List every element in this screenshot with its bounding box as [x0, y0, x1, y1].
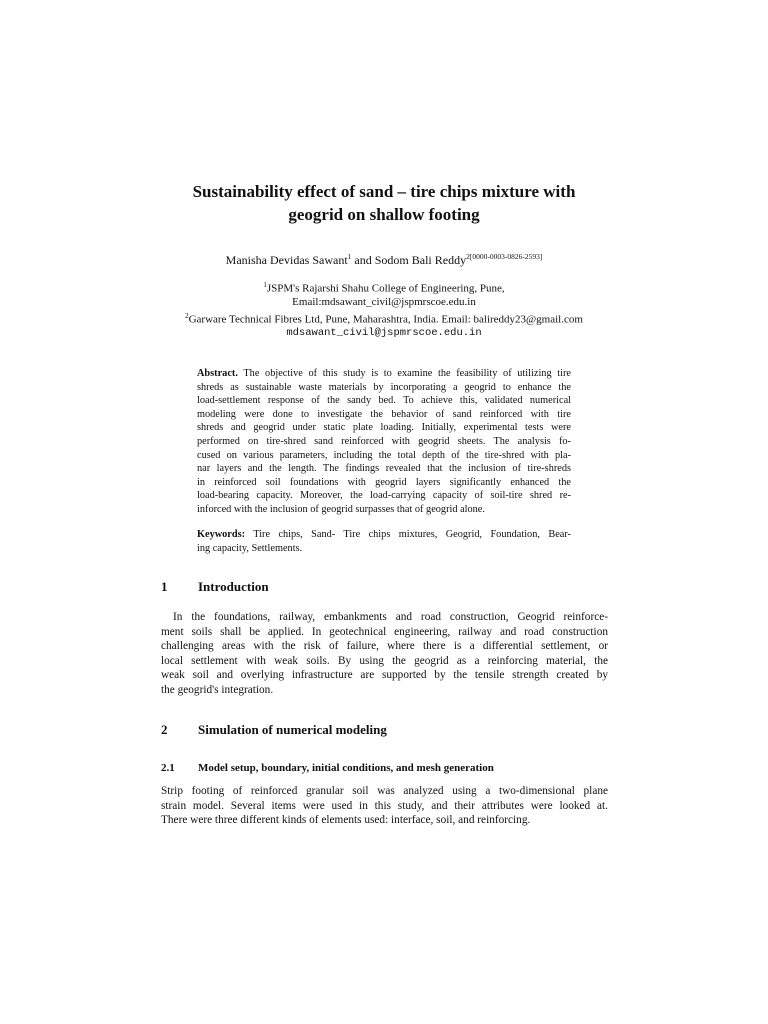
section-2-number: 2	[161, 722, 168, 737]
affiliation-2-mark: 2	[185, 311, 189, 320]
abstract-label: Abstract.	[197, 368, 238, 379]
author-2-affiliation-mark: 2[0000-0003-0826-2593]	[466, 252, 543, 261]
title-line-2: geogrid on shallow footing	[288, 205, 480, 224]
abstract-line: modeling were done to investigate the behavior of sand reinforced with tire	[197, 408, 571, 420]
paragraph-line: local settlement with weak soils. By using the geogrid as a reinforcing material, the	[161, 654, 608, 667]
abstract-line: performed on tire-shred sand reinforced with geogrid sheets. The analysis fo-	[197, 435, 571, 447]
affiliation-1-email: Email:mdsawant_civil@jspmrscoe.edu.in	[292, 296, 476, 309]
section-1-paragraph	[161, 610, 608, 698]
abstract-line: load-bearing capacity. Moreover, the load-carrying capacity of soil-tire shred re-	[197, 490, 571, 502]
author-1-name: Manisha Devidas Sawant	[225, 253, 348, 267]
abstract-line: shreds and geogrid under static plate loading. Initially, experimental tests were	[197, 422, 571, 434]
paragraph-line: In the foundations, railway, embankments and road construction, Geogrid reinforce-	[173, 611, 608, 623]
title-line-1: Sustainability effect of sand – tire chips mixture with	[192, 182, 576, 201]
keywords	[197, 528, 571, 555]
paragraph-line: There were three different kinds of elements used: interface, soil, and reinforcing.	[161, 814, 531, 827]
section-1-number: 1	[161, 579, 168, 594]
author-list	[100, 249, 668, 268]
keywords-label: Keywords:	[197, 529, 246, 540]
abstract-line: shreds as sustainable waste materials by incorporating a geogrid to enhance the	[197, 381, 571, 393]
abstract-line: load-settlement response of the sandy bed. To achieve this, validated numerical	[197, 395, 571, 407]
paragraph-line: the geogrid's integration.	[161, 683, 274, 696]
affiliation-2	[100, 310, 668, 327]
abstract-line: inforced with the inclusion of geogrid surpasses that of geogrid alone.	[197, 503, 485, 515]
paragraph-line: ment soils shall be applied. In geotechnical engineering, railway and road construction	[161, 625, 608, 638]
paragraph-line: challenging areas with the risk of failure, where there is a differential settlement, or	[161, 640, 608, 653]
affiliation-1-mark: 1	[263, 281, 267, 289]
keywords-line: Keywords: Tire chips, Sand- Tire chips mixtures, Geogrid, Foundation, Bear-	[197, 529, 571, 540]
abstract-line: nar layers and the length. The findings revealed that the inclusion of tire-shreds	[197, 463, 571, 475]
section-1-title: Introduction	[198, 579, 269, 594]
paragraph-line: strain model. Several items were used in this study, and their attributes were looked at.	[161, 799, 608, 812]
abstract-line: in reinforced soil foundations with geogrid layers significantly enhanced the	[197, 476, 571, 488]
abstract-line: Abstract. The objective of this study is to examine the feasibility of utilizing tire	[197, 368, 571, 379]
subsection-2-1-paragraph	[161, 784, 608, 828]
subsection-2-1-number: 2.1	[161, 762, 175, 774]
keywords-line: ing capacity, Settlements.	[197, 542, 303, 554]
affiliations	[100, 279, 668, 340]
abstract	[197, 367, 571, 517]
section-2-heading	[161, 722, 387, 738]
subsection-2-1-title: Model setup, boundary, initial conditions, and mesh generation	[198, 762, 494, 774]
section-2-title: Simulation of numerical modeling	[198, 722, 387, 737]
affiliation-2-text: Garware Technical Fibres Ltd, Pune, Maharashtra, India. Email: balireddy23@gmail.com	[188, 313, 583, 326]
section-1-heading	[161, 579, 269, 595]
subsection-2-1-heading	[161, 761, 494, 775]
affiliation-1-text: JSPM's Rajarshi Shahu College of Engineering, Pune,	[266, 282, 505, 295]
paper-title	[120, 180, 648, 226]
author-2-name: Sodom Bali Reddy	[374, 253, 467, 267]
affiliation-1	[100, 279, 668, 296]
paragraph-line: weak soil and overlying infrastructure are supported by the tensile strength created by	[161, 669, 608, 682]
author-conjunction: and	[351, 253, 375, 267]
author-1-affiliation-mark: 1	[347, 252, 352, 261]
contact-email: mdsawant_civil@jspmrscoe.edu.in	[286, 326, 482, 339]
paragraph-line: Strip footing of reinforced granular soil was analyzed using a two-dimensional plane	[161, 785, 608, 797]
abstract-line: cused on various parameters, including the total depth of the tire-shred with pla-	[197, 449, 571, 461]
